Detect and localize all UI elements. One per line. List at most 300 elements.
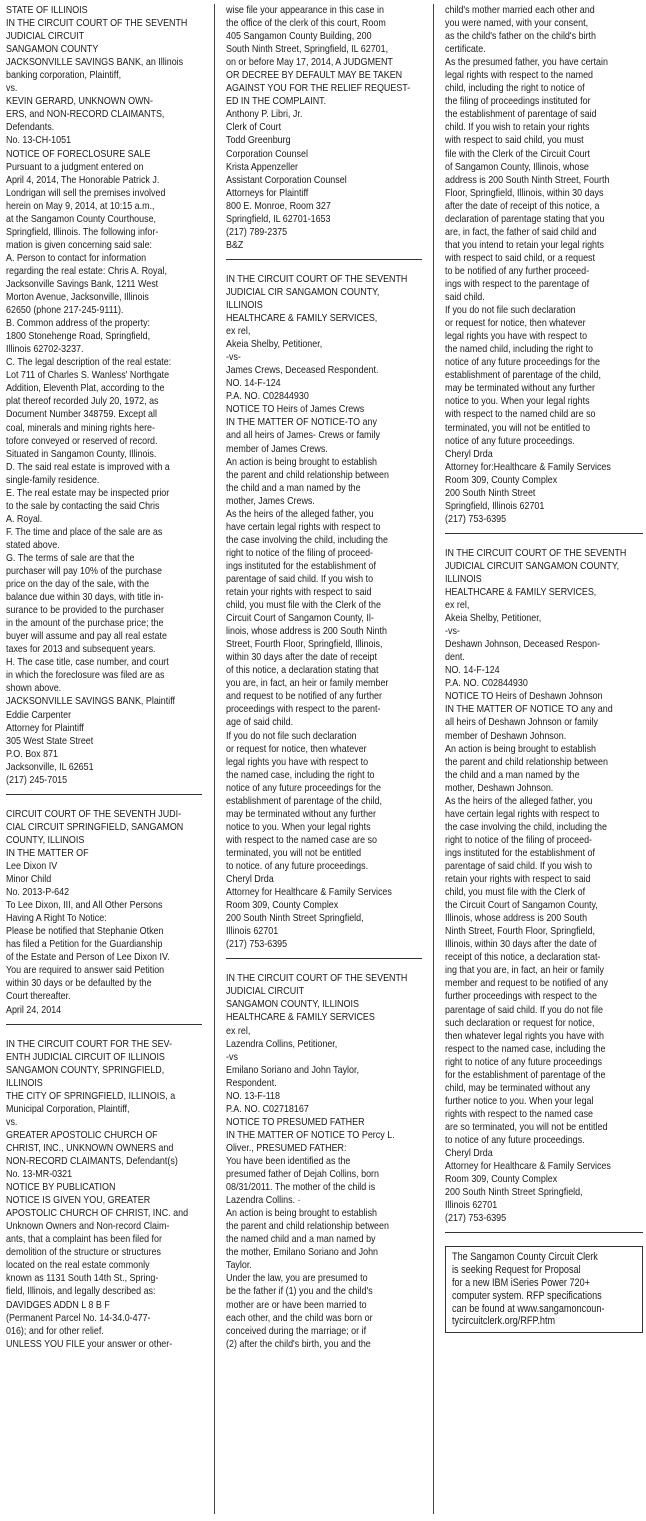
notice-line: Attorneys for Plaintiff bbox=[226, 187, 309, 199]
notice-line: Emilano Soriano and John Taylor, bbox=[226, 1064, 359, 1076]
notice-line: NOTICE OF FORECLOSURE SALE bbox=[6, 148, 151, 160]
notice-line: you are, in fact, an heir or family member bbox=[226, 678, 389, 690]
notice-line: CHRIST, INC., UNKNOWN OWNERS and bbox=[6, 1142, 174, 1154]
notice-line: with respect to said child, you must bbox=[445, 135, 584, 147]
notice-line: right to notice of the filing of proceed- bbox=[226, 547, 374, 559]
notice-line: 1800 Stonehenge Road, Springfield, bbox=[6, 331, 151, 343]
notice-line: ing that you are, in fact, an heir or family bbox=[445, 965, 604, 977]
notice-divider bbox=[6, 794, 202, 795]
notice-line: located on the real estate commonly bbox=[6, 1260, 150, 1272]
notice-line: with respect to the named child are so bbox=[445, 409, 596, 421]
notice-line: Please be notified that Stephanie Otken bbox=[6, 926, 164, 938]
notice-line: (Permanent Parcel No. 14-34.0-477- bbox=[6, 1312, 151, 1324]
notice-divider bbox=[226, 259, 422, 260]
notice-line: James Crews, Deceased Respondent. bbox=[226, 365, 379, 377]
notice-line: of the Estate and Person of Lee Dixon IV. bbox=[6, 952, 170, 964]
notice-line: with respect to the named case are so bbox=[226, 834, 378, 846]
notice-line: the child and a man named by the bbox=[445, 769, 580, 781]
notice-line: notice of any future proceedings for the bbox=[445, 357, 600, 369]
notice-line: 200 South Ninth Street Springfield, bbox=[226, 913, 364, 925]
notice-line: notice to you. When your legal rights bbox=[445, 396, 590, 408]
notice-line: ERS, and NON-RECORD CLAIMANTS, bbox=[6, 109, 165, 121]
notice-line: be the father if (1) you and the child's bbox=[226, 1286, 373, 1298]
notice-line: Illinois 62701 bbox=[226, 926, 279, 938]
notice-line: Street, Fourth Floor, Springfield, Illinois, bbox=[226, 639, 383, 651]
notice-line: then whatever legal rights you have with bbox=[445, 1030, 604, 1042]
notice-line: GREATER APOSTOLIC CHURCH OF bbox=[6, 1129, 158, 1141]
notice-line: age of said child. bbox=[226, 717, 294, 729]
notice-line: 200 South Ninth Street Springfield, bbox=[445, 1187, 583, 1199]
notice-line: parentage of said child. If you wish to bbox=[445, 861, 593, 872]
notice-line: Respondent. bbox=[226, 1077, 277, 1089]
notice-line: 200 South Ninth Street bbox=[445, 487, 536, 499]
notice-line: certificate. bbox=[445, 44, 486, 56]
notice-line: An action is being brought to establish bbox=[226, 1208, 378, 1220]
notice-line: Circuit Court of Sangamon County, Il- bbox=[226, 613, 374, 625]
notice-line: Lazendra Collins. · bbox=[226, 1195, 301, 1207]
notice-line: buyer will assume and pay all real estate bbox=[6, 631, 167, 643]
notice-line: member of Deshawn Johnson. bbox=[445, 730, 567, 742]
notice-line: OR DECREE BY DEFAULT MAY BE TAKEN bbox=[226, 70, 403, 82]
notice-line: ings instituted for the establishment of bbox=[445, 847, 596, 859]
notice-line: legal rights with respect to the named bbox=[445, 70, 594, 82]
notice-line: -vs- bbox=[445, 626, 460, 638]
announcement-line: is seeking Request for Proposal bbox=[452, 1264, 581, 1277]
notice-line: No. 13-MR-0321 bbox=[6, 1169, 73, 1181]
notice-line: the mother, Emilano Soriano and John bbox=[226, 1247, 379, 1259]
notice-line: and all heirs of James- Crews or family bbox=[226, 430, 380, 442]
legal-notice bbox=[445, 4, 643, 526]
notice-line: are so terminated, you will not be entitled bbox=[445, 1121, 608, 1133]
notice-line: regarding the real estate: Chris A. Royal, bbox=[6, 265, 167, 277]
notice-line: ex rel, bbox=[226, 326, 251, 338]
notice-line: wise file your appearance in this case in bbox=[226, 5, 384, 16]
notice-line: within 30 days or be defaulted by the bbox=[6, 978, 152, 990]
notice-line: April 24, 2014 bbox=[6, 1004, 62, 1016]
notice-line: legal rights you have with respect to bbox=[445, 331, 588, 343]
notice-line: vs. bbox=[6, 83, 18, 95]
notice-line: SANGAMON COUNTY bbox=[6, 44, 99, 56]
notice-line: the filing of proceedings instituted for bbox=[445, 96, 591, 108]
notice-line: Taylor. bbox=[226, 1260, 252, 1272]
notice-line: known as 1131 South 14th St., Spring- bbox=[6, 1273, 159, 1285]
announcement-line: tycircuitclerk.org/RFP.htm bbox=[452, 1315, 556, 1328]
notice-line: ex rel, bbox=[226, 1025, 251, 1037]
notice-line: child, including the right to notice of bbox=[445, 83, 585, 95]
notice-line: As the heirs of the alleged father, you bbox=[226, 508, 374, 520]
notice-line: Eddie Carpenter bbox=[6, 709, 72, 721]
notice-line: terminated, you will not be entitled to bbox=[445, 422, 591, 434]
notice-line: Deshawn Johnson, Deceased Respon- bbox=[445, 639, 600, 651]
notice-line: NOTICE TO PRESUMED FATHER bbox=[226, 1116, 365, 1128]
notice-line: ILLINOIS bbox=[445, 573, 482, 585]
notice-line: that you intend to retain your legal rights bbox=[445, 239, 604, 251]
notice-line: An action is being brought to establish bbox=[226, 456, 378, 468]
notice-line: Clerk of Court bbox=[226, 122, 282, 134]
notice-line: STATE OF ILLINOIS bbox=[6, 5, 88, 16]
notice-line: the named case, including the right to bbox=[226, 769, 375, 781]
notice-line: rights with respect to the named case bbox=[445, 1108, 594, 1120]
notice-line: vs. bbox=[6, 1116, 18, 1128]
notice-line: has filed a Petition for the Guardianship bbox=[6, 939, 163, 951]
notice-line: P.A. NO. C02844930 bbox=[226, 391, 309, 403]
column-divider bbox=[214, 4, 215, 1514]
notice-line: file with the Clerk of the Circuit Court bbox=[445, 148, 591, 160]
legal-notice bbox=[226, 4, 422, 252]
notice-line: Court thereafter. bbox=[6, 991, 71, 1003]
notice-line: Cheryl Drda bbox=[445, 448, 493, 460]
notice-line: April 4, 2014, The Honorable Patrick J. bbox=[6, 174, 160, 186]
notice-line: the child and a man named by the bbox=[226, 482, 361, 494]
legal-notice bbox=[6, 1038, 202, 1351]
notice-line: E. The real estate may be inspected prior bbox=[6, 487, 170, 499]
notice-line: in the amount of the purchase price; the bbox=[6, 618, 164, 630]
notice-line: to notice of any future proceedings. bbox=[445, 1134, 585, 1146]
notice-line: mother, James Crews. bbox=[226, 495, 315, 507]
notice-line: F. The time and place of the sale are as bbox=[6, 526, 163, 538]
notice-line: ED IN THE COMPLAINT. bbox=[226, 96, 327, 108]
notice-line: to notice. of any future proceedings. bbox=[226, 861, 369, 872]
notice-line: As the heirs of the alleged father, you bbox=[445, 795, 593, 807]
notice-line: are, in fact, the father of said child and bbox=[445, 226, 597, 238]
notice-line: banking corporation, Plaintiff, bbox=[6, 70, 122, 82]
notice-line: notice to you. When your legal rights bbox=[226, 821, 371, 833]
legal-notice bbox=[445, 547, 643, 1225]
notice-line: establishment of parentage of the child, bbox=[445, 370, 601, 382]
notice-line: Minor Child bbox=[6, 874, 52, 886]
notice-line: D. The said real estate is improved with a bbox=[6, 461, 170, 473]
notice-line: No. 2013-P-642 bbox=[6, 887, 70, 899]
notice-line: 62650 (phone 217-245-9111). bbox=[6, 305, 124, 317]
notice-line: retain your rights with respect to said bbox=[445, 874, 591, 886]
notice-line: NO. 14-F-124 bbox=[445, 665, 500, 677]
notice-line: JUDICIAL CIRCUIT bbox=[6, 31, 85, 43]
notice-line: Unknown Owners and Non-record Claim- bbox=[6, 1221, 170, 1233]
notice-line: Akeia Shelby, Petitioner, bbox=[445, 613, 542, 625]
notice-line: linois, whose address is 200 South Ninth bbox=[226, 626, 387, 638]
notice-line: IN THE MATTER OF NOTICE-TO any bbox=[226, 417, 377, 429]
notice-line: If you do not file such declaration bbox=[445, 305, 576, 317]
notice-line: Floor, Springfield, Illinois, within 30 days bbox=[445, 187, 604, 199]
notice-line: You are required to answer said Petition bbox=[6, 965, 165, 977]
notice-line: ILLINOIS bbox=[226, 299, 263, 311]
notice-line: retain your rights with respect to said bbox=[226, 587, 372, 599]
notice-line: conceived during the marriage; or if bbox=[226, 1325, 367, 1337]
notice-line: Krista Appenzeller bbox=[226, 161, 299, 173]
notice-line: IN THE CIRCUIT COURT OF THE SEVENTH bbox=[226, 973, 408, 985]
notice-line: -vs- bbox=[226, 352, 241, 364]
notice-line: Room 309, County Complex bbox=[445, 474, 558, 486]
notice-line: the named child, including the right to bbox=[445, 344, 594, 356]
notice-line: H. The case title, case number, and court bbox=[6, 657, 169, 669]
notice-line: Akeia Shelby, Petitioner, bbox=[226, 339, 323, 351]
notice-line: each other, and the child was born or bbox=[226, 1312, 373, 1324]
notice-line: You have been identified as the bbox=[226, 1155, 351, 1167]
notice-line: child. If you wish to retain your rights bbox=[445, 122, 590, 134]
notice-line: IN THE MATTER OF NOTICE TO any and bbox=[445, 704, 613, 716]
notice-line: NO. 14-F-124 bbox=[226, 378, 281, 390]
notice-line: Springfield, IL 62701-1653 bbox=[226, 213, 331, 225]
notice-line: SANGAMON COUNTY, SPRINGFIELD, bbox=[6, 1064, 165, 1076]
announcement-line: can be found at www.sangamoncoun- bbox=[452, 1302, 605, 1315]
notice-line: with respect to said child, or a request bbox=[445, 252, 596, 264]
notice-line: As the presumed father, you have certain bbox=[445, 57, 608, 69]
notice-line: child, may be terminated without any bbox=[445, 1082, 591, 1094]
notice-line: THE CITY OF SPRINGFIELD, ILLINOIS, a bbox=[6, 1090, 176, 1102]
announcement-line: The Sangamon County Circuit Clerk bbox=[452, 1251, 598, 1264]
legal-notice bbox=[226, 273, 422, 951]
notice-line: Defendants. bbox=[6, 122, 55, 134]
notice-line: Pursuant to a judgment entered on bbox=[6, 161, 144, 173]
notice-line: 305 West State Street bbox=[6, 735, 94, 747]
notice-line: NO. 13-F-118 bbox=[226, 1090, 280, 1102]
notice-line: Attorney for Plaintiff bbox=[6, 722, 84, 734]
notice-line: Jacksonville Savings Bank, 1211 West bbox=[6, 278, 159, 290]
notice-line: the named child and a man named by bbox=[226, 1234, 376, 1246]
notice-line: (217) 789-2375 bbox=[226, 226, 288, 238]
notice-line: Addition, Eleventh Plat, according to the bbox=[6, 383, 165, 395]
notice-line: ex rel, bbox=[445, 600, 470, 612]
notice-line: South Ninth Street, Springfield, IL 62701, bbox=[226, 44, 389, 56]
notice-line: Lazendra Collins, Petitioner, bbox=[226, 1038, 338, 1050]
notice-line: Room 309, County Complex bbox=[226, 900, 339, 912]
notice-line: field, Illinois, and legally described as: bbox=[6, 1286, 156, 1298]
notice-line: the Circuit Court of Sangamon County, bbox=[445, 900, 598, 912]
notice-line: 405 Sangamon County Building, 200 bbox=[226, 31, 372, 43]
notice-line: the parent and child relationship between bbox=[445, 756, 608, 768]
legal-notice bbox=[6, 808, 202, 1017]
notice-line: Attorney for Healthcare & Family Services bbox=[445, 1161, 611, 1173]
notice-line: ILLINOIS bbox=[6, 1077, 43, 1089]
notice-line: the establishment of parentage of said bbox=[445, 109, 597, 121]
notice-line: said child. bbox=[445, 292, 485, 304]
notice-line: child, you must file with the Clerk of the bbox=[226, 600, 381, 612]
notice-line: NOTICE TO Heirs of Deshawn Johnson bbox=[445, 691, 603, 703]
notice-line: for the establishment of parentage of the bbox=[445, 1069, 606, 1081]
notice-line: establishment of parentage of the child, bbox=[226, 795, 382, 807]
notice-line: JACKSONVILLE SAVINGS BANK, Plaintiff bbox=[6, 696, 176, 708]
notice-line: mother, Deshawn Johnson. bbox=[445, 782, 554, 794]
notice-line: -vs bbox=[226, 1051, 238, 1063]
notice-line: taxes for 2013 and subsequent years. bbox=[6, 644, 156, 656]
notice-line: parentage of said child. If you do not file bbox=[445, 1004, 603, 1016]
notice-line: 016); and for other relief. bbox=[6, 1325, 104, 1337]
notice-line: 08/31/2011. The mother of the child is bbox=[226, 1182, 376, 1194]
notice-line: NOTICE TO Heirs of James Crews bbox=[226, 404, 365, 416]
notice-line: Lot 711 of Charles S. Wanless' Northgate bbox=[6, 370, 170, 382]
notice-line: further proceedings with respect to the bbox=[445, 991, 598, 1003]
notice-line: demolition of the structure or structures bbox=[6, 1247, 161, 1259]
column-3 bbox=[445, 4, 643, 1333]
notice-line: P.O. Box 871 bbox=[6, 748, 59, 760]
notice-line: Anthony P. Libri, Jr. bbox=[226, 109, 303, 121]
notice-line: Illinois 62701 bbox=[445, 1200, 498, 1212]
notice-line: CIRCUIT COURT OF THE SEVENTH JUDI- bbox=[6, 808, 182, 820]
notice-line: NON-RECORD CLAIMANTS, Defendant(s) bbox=[6, 1155, 178, 1167]
notice-divider bbox=[445, 533, 643, 534]
notice-line: Assistant Corporation Counsel bbox=[226, 174, 347, 186]
notice-line: A. Royal. bbox=[6, 513, 43, 525]
notice-line: terminated, you will not be entitled bbox=[226, 847, 362, 859]
notice-line: plat thereof recorded July 20, 1972, as bbox=[6, 396, 159, 408]
notice-line: mother are or have been married to bbox=[226, 1299, 367, 1311]
notice-line: Springfield, Illinois. The following infor- bbox=[6, 226, 159, 238]
notice-line: DAVIDGES ADDN L 8 B F bbox=[6, 1299, 110, 1311]
notice-line: ants, that a complaint has been filed for bbox=[6, 1234, 162, 1246]
notice-line: HEALTHCARE & FAMILY SERVICES, bbox=[445, 587, 597, 599]
notice-line: HEALTHCARE & FAMILY SERVICES, bbox=[226, 313, 378, 325]
notice-divider bbox=[6, 1024, 202, 1025]
notice-line: IN THE CIRCUIT COURT OF THE SEVENTH bbox=[226, 273, 408, 285]
notice-line: to the sale by contacting the said Chris bbox=[6, 500, 160, 512]
notice-line: Ninth Street, Fourth Floor, Springfield, bbox=[445, 926, 596, 938]
notice-line: coal, minerals and mining rights here- bbox=[6, 422, 156, 434]
notice-line: JUDICIAL CIRCUIT SANGAMON COUNTY, bbox=[445, 560, 620, 572]
notice-line: An action is being brought to establish bbox=[445, 743, 597, 755]
notice-line: purchaser will pay 10% of the purchase bbox=[6, 566, 162, 578]
notice-line: right to notice of the filing of proceed- bbox=[445, 834, 593, 846]
notice-line: the office of the clerk of this court, Room bbox=[226, 18, 386, 30]
notice-line: No. 13-CH-1051 bbox=[6, 135, 72, 147]
notice-line: all heirs of Deshawn Johnson or family bbox=[445, 717, 598, 729]
notice-line: such declaration or request for notice, bbox=[445, 1017, 595, 1029]
notice-line: Document Number 348759. Except all bbox=[6, 409, 158, 421]
notice-line: you were named, with your consent, bbox=[445, 18, 589, 30]
notice-line: Attorney for:Healthcare & Family Services bbox=[445, 461, 611, 473]
notice-line: stated above. bbox=[6, 539, 60, 551]
notice-line: JUDICIAL CIRCUIT bbox=[226, 986, 305, 998]
notice-divider bbox=[226, 958, 422, 959]
notice-line: 800 E. Monroe, Room 327 bbox=[226, 200, 331, 212]
notice-line: have certain legal rights with respect to bbox=[445, 808, 600, 820]
notice-line: HEALTHCARE & FAMILY SERVICES bbox=[226, 1012, 375, 1024]
notice-line: To Lee Dixon, III, and All Other Persons bbox=[6, 900, 163, 912]
notice-line: on or before May 17, 2014, A JUDGMENT bbox=[226, 57, 393, 69]
notice-line: UNLESS YOU FILE your answer or other- bbox=[6, 1338, 173, 1350]
notice-line: single-family residence. bbox=[6, 474, 100, 486]
notice-line: COUNTY, ILLINOIS bbox=[6, 834, 85, 846]
notice-line: Londrigan will sell the premises involved bbox=[6, 187, 166, 199]
notice-line: respect to the named case, including the bbox=[445, 1043, 606, 1055]
notice-line: ings instituted for the establishment of bbox=[226, 560, 377, 572]
notice-line: presumed father of Dejah Collins, born bbox=[226, 1169, 379, 1181]
notice-line: (2) after the child's birth, you and the bbox=[226, 1338, 371, 1350]
notice-line: member of James Crews. bbox=[226, 443, 328, 455]
legal-notice bbox=[6, 4, 202, 787]
notice-line: child's mother married each other and bbox=[445, 5, 595, 16]
notice-line: receipt of this notice, a declaration stat- bbox=[445, 952, 601, 964]
notice-line: within 30 days after the date of receipt bbox=[226, 652, 378, 664]
notice-line: Springfield, Illinois 62701 bbox=[445, 500, 545, 512]
notice-line: SANGAMON COUNTY, ILLINOIS bbox=[226, 999, 359, 1011]
notice-line: Todd Greenburg bbox=[226, 135, 291, 147]
notice-line: IN THE MATTER OF NOTICE TO Percy L. bbox=[226, 1129, 395, 1141]
notice-line: balance due within 30 days, with title in- bbox=[6, 592, 164, 604]
notice-line: G. The terms of sale are that the bbox=[6, 552, 135, 564]
notice-line: (217) 245-7015 bbox=[6, 774, 68, 786]
notice-line: price on the day of the sale, with the bbox=[6, 579, 150, 591]
notice-line: the parent and child relationship between bbox=[226, 1221, 389, 1233]
notice-line: have certain legal rights with respect to bbox=[226, 521, 381, 533]
notice-line: surance to be provided to the purchaser bbox=[6, 605, 164, 617]
notice-line: the parent and child relationship between bbox=[226, 469, 389, 481]
notice-line: IN THE CIRCUIT COURT OF THE SEVENTH bbox=[445, 547, 627, 559]
notice-line: (217) 753-6395 bbox=[445, 513, 507, 525]
notice-line: of Sangamon County, Illinois, whose bbox=[445, 161, 589, 173]
notice-line: in which the foreclosure was filed are as bbox=[6, 670, 165, 682]
notice-line: member and request to be notified of any bbox=[445, 978, 608, 990]
notice-line: the case involving the child, including the bbox=[226, 534, 388, 546]
notice-line: IN THE CIRCUIT COURT FOR THE SEV- bbox=[6, 1038, 173, 1050]
notice-line: after the date of receipt of this notice, a bbox=[445, 200, 600, 212]
notice-line: declaration of parentage stating that you bbox=[445, 213, 605, 225]
column-1 bbox=[6, 4, 202, 1351]
notice-line: Attorney for Healthcare & Family Services bbox=[226, 887, 392, 899]
notice-line: B&Z bbox=[226, 239, 244, 251]
notice-line: of this notice, a declaration stating that bbox=[226, 665, 379, 677]
notice-line: legal rights you have with respect to bbox=[226, 756, 369, 768]
notice-line: P.A. NO. C02718167 bbox=[226, 1103, 309, 1115]
notice-line: Under the law, you are presumed to bbox=[226, 1273, 368, 1285]
notice-line: parentage of said child. If you wish to bbox=[226, 573, 374, 585]
notice-line: Oliver., PRESUMED FATHER: bbox=[226, 1142, 347, 1154]
notice-line: child, you must file with the Clerk of bbox=[445, 887, 586, 899]
notice-line: may be terminated without any further bbox=[445, 383, 596, 395]
notice-line: notice of any future proceedings for the bbox=[226, 782, 381, 794]
notice-line: Cheryl Drda bbox=[226, 874, 274, 886]
notice-line: P.A. NO. C02844930 bbox=[445, 678, 528, 690]
notice-line: If you do not file such declaration bbox=[226, 730, 357, 742]
notice-line: APOSTOLIC CHURCH OF CHRIST, INC. and bbox=[6, 1208, 189, 1220]
notice-line: proceedings with respect to the parent- bbox=[226, 704, 381, 716]
notice-line: or request for notice, then whatever bbox=[226, 743, 367, 755]
notice-line: IN THE MATTER OF bbox=[6, 847, 89, 859]
notice-line: ENTH JUDICIAL CIRCUIT OF ILLINOIS bbox=[6, 1051, 165, 1063]
notice-line: notice of any future proceedings. bbox=[445, 435, 575, 447]
notice-line: at the Sangamon County Courthouse, bbox=[6, 213, 157, 225]
notice-line: Having A Right To Notice: bbox=[6, 913, 107, 925]
notice-line: C. The legal description of the real estate: bbox=[6, 357, 172, 369]
notice-line: AGAINST YOU FOR THE RELIEF REQUEST- bbox=[226, 83, 411, 95]
notice-line: Room 309, County Complex bbox=[445, 1174, 558, 1186]
notice-line: CIAL CIRCUIT SPRINGFIELD, SANGAMON bbox=[6, 821, 184, 833]
notice-line: (217) 753-6395 bbox=[445, 1213, 507, 1225]
notice-line: Illinois, within 30 days after the date of bbox=[445, 939, 597, 951]
legal-notice bbox=[226, 972, 422, 1350]
notice-line: Jacksonville, IL 62651 bbox=[6, 761, 94, 773]
notice-line: Illinois 62702-3237. bbox=[6, 344, 84, 356]
notice-line: the case involving the child, including the bbox=[445, 821, 607, 833]
notice-line: right to notice of any future proceedings bbox=[445, 1056, 602, 1068]
notice-line: NOTICE BY PUBLICATION bbox=[6, 1182, 116, 1194]
notice-line: Lee Dixon IV bbox=[6, 861, 58, 872]
notice-line: Corporation Counsel bbox=[226, 148, 308, 160]
notice-line: JACKSONVILLE SAVINGS BANK, an Illinois bbox=[6, 57, 184, 69]
notice-line: and request to be notified of any further bbox=[226, 691, 382, 703]
notice-line: JUDICIAL CIR SANGAMON COUNTY, bbox=[226, 286, 380, 298]
column-divider bbox=[433, 4, 434, 1514]
column-2 bbox=[226, 4, 422, 1351]
notice-line: address is 200 South Ninth Street, Fourth bbox=[445, 174, 610, 186]
notice-line: KEVIN GERARD, UNKNOWN OWN- bbox=[6, 96, 153, 108]
notice-line: IN THE CIRCUIT COURT OF THE SEVENTH bbox=[6, 18, 188, 30]
notice-line: Municipal Corporation, Plaintiff, bbox=[6, 1103, 130, 1115]
notice-line: as the child's father on the child's birth bbox=[445, 31, 596, 43]
notice-line: shown above. bbox=[6, 683, 62, 695]
notice-line: Cheryl Drda bbox=[445, 1148, 493, 1160]
notice-line: A. Person to contact for information bbox=[6, 252, 147, 264]
notice-line: may be terminated without any further bbox=[226, 808, 377, 820]
